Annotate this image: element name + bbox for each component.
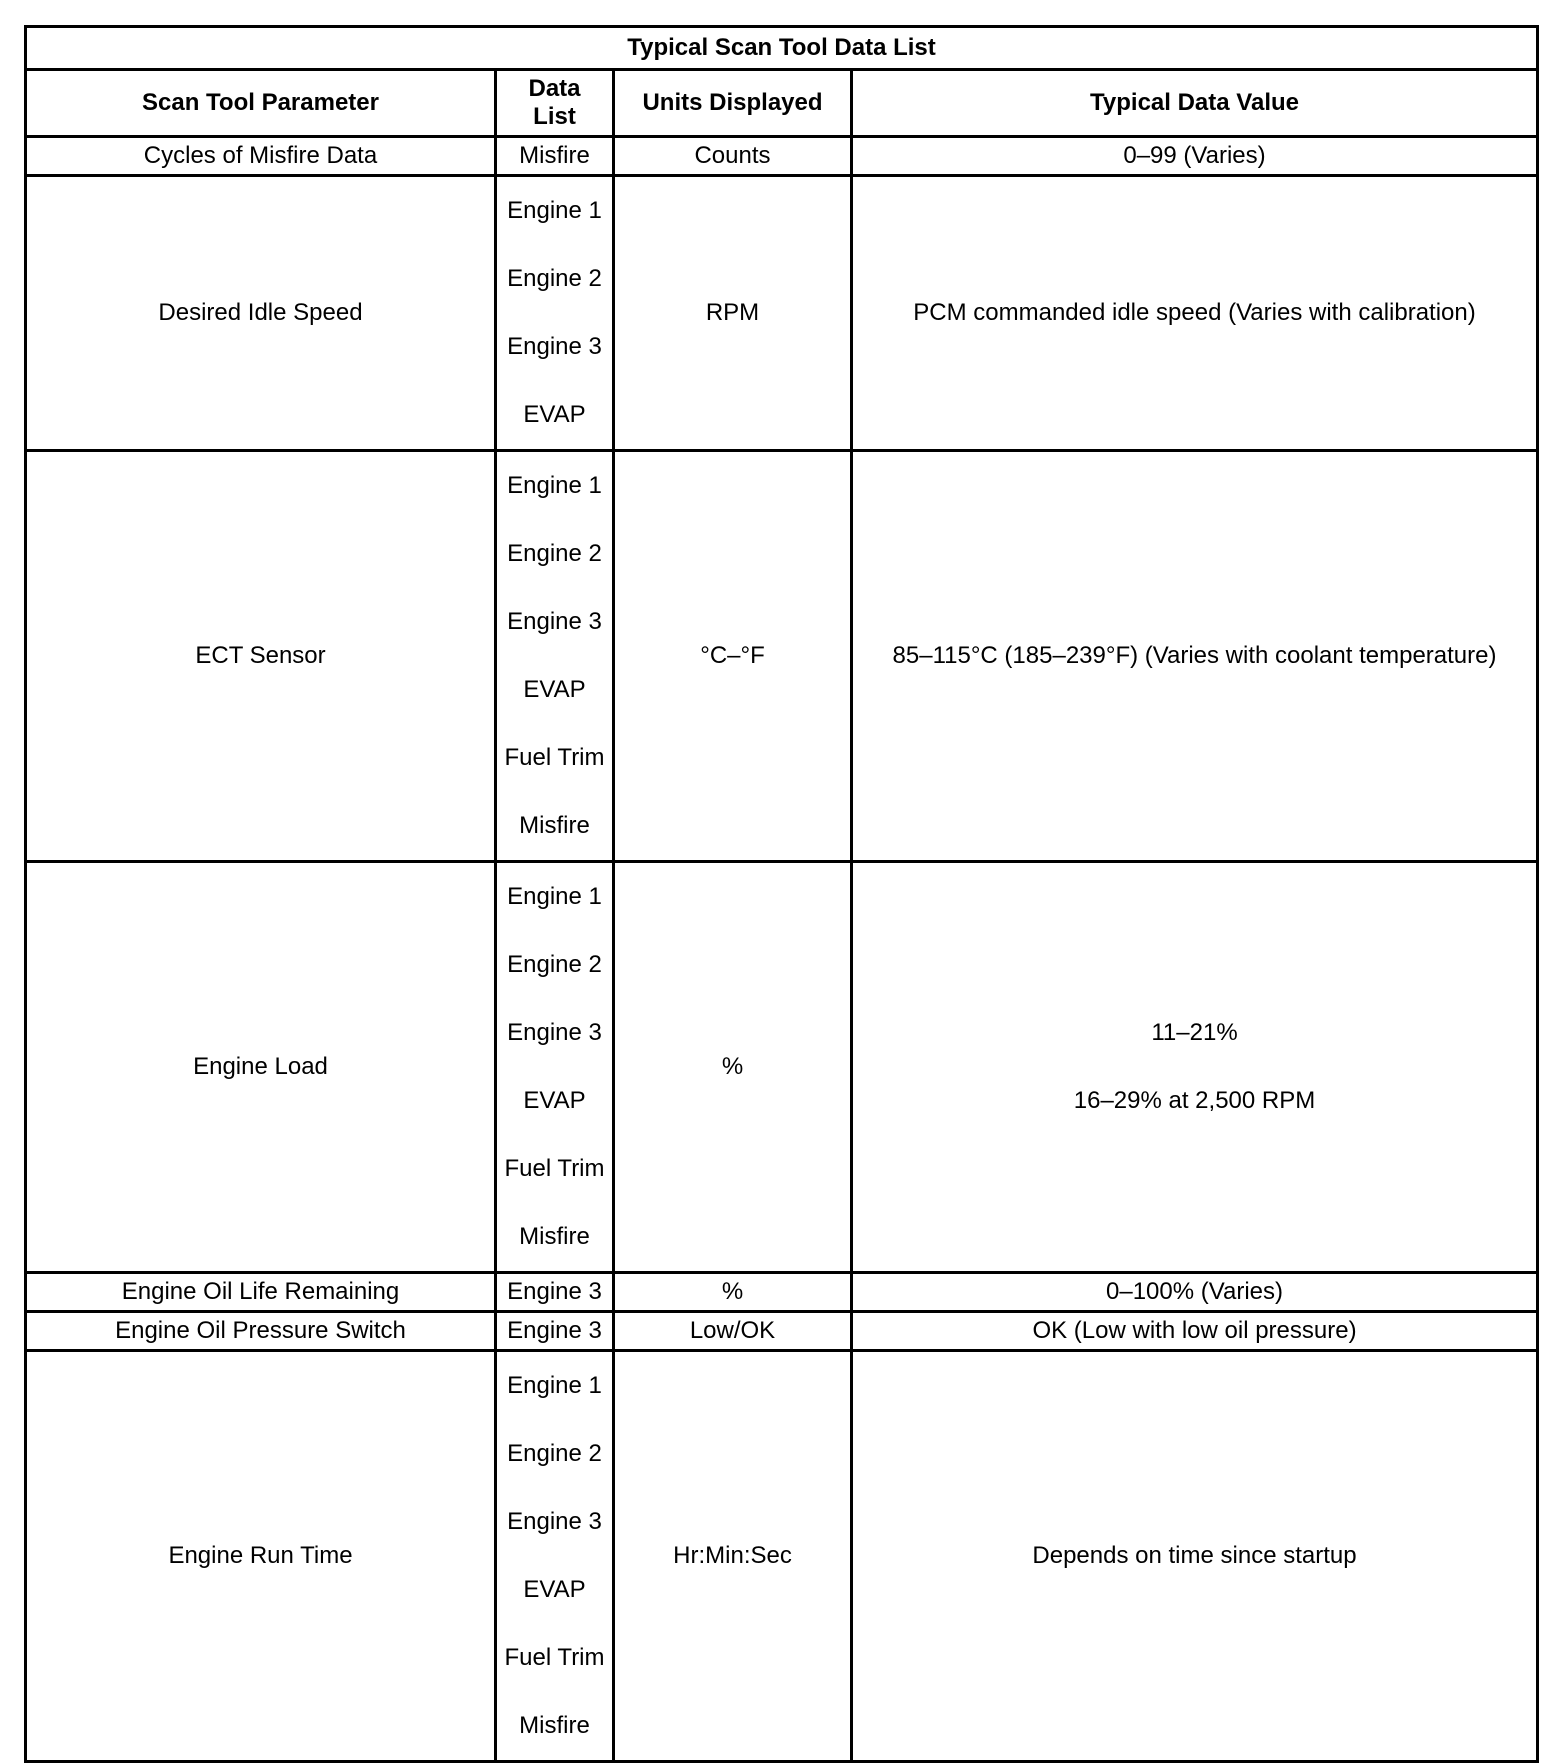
typical-value-line: 0–99 (Varies): [1123, 142, 1266, 169]
data-list-item: [497, 177, 612, 245]
data-list-item: [497, 520, 612, 588]
typical-value-line: Depends on time since startup: [1032, 1542, 1357, 1569]
cell-typical-value: [852, 1312, 1538, 1351]
scan-tool-data-table-page: [24, 25, 1536, 1763]
data-list-item-label: EVAP: [523, 1087, 586, 1114]
table-row: [26, 1273, 1538, 1312]
cell-units: %: [614, 862, 852, 1273]
data-list-item: [497, 1420, 612, 1488]
table-row: [26, 451, 1538, 862]
cell-parameter: Engine Run Time: [26, 1351, 496, 1762]
header-parameter: Scan Tool Parameter: [26, 70, 496, 137]
typical-value-line: 16–29% at 2,500 RPM: [1073, 1087, 1316, 1114]
data-list-item-label: Engine 3: [507, 1508, 602, 1535]
cell-typical-value: [852, 451, 1538, 862]
data-list-item: [497, 1556, 612, 1624]
typical-value-line: 0–100% (Varies): [1106, 1278, 1283, 1305]
table-body: [26, 137, 1538, 1762]
data-list-item-label: Engine 3: [507, 608, 602, 635]
table-row: [26, 137, 1538, 176]
cell-data-list: [496, 1351, 614, 1762]
data-list-item-label: EVAP: [523, 401, 586, 428]
cell-typical-value: [852, 137, 1538, 176]
cell-data-list: [496, 176, 614, 451]
data-list-item: [497, 452, 612, 520]
data-list-item: [497, 1067, 612, 1135]
cell-typical-value: [852, 1351, 1538, 1762]
data-list-item-label: EVAP: [523, 1576, 586, 1603]
data-list-item-label: Engine 1: [507, 197, 602, 224]
data-list-item-label: Engine 2: [507, 1440, 602, 1467]
data-list-item-label: Engine 3: [507, 1019, 602, 1046]
cell-typical-value: [852, 176, 1538, 451]
header-data-list: Data List: [496, 70, 614, 137]
typical-value-line: 11–21%: [1151, 1019, 1238, 1046]
data-list-item-label: Engine 2: [507, 540, 602, 567]
data-list-item-label: EVAP: [523, 676, 586, 703]
data-list-item-label: Engine 3: [507, 333, 602, 360]
cell-units: Low/OK: [614, 1312, 852, 1351]
table-row: [26, 862, 1538, 1273]
cell-parameter: Engine Oil Life Remaining: [26, 1273, 496, 1312]
data-list-item: [497, 724, 612, 792]
data-list-item: [497, 863, 612, 931]
cell-parameter: Desired Idle Speed: [26, 176, 496, 451]
header-units: Units Displayed: [614, 70, 852, 137]
data-list-item: [497, 931, 612, 999]
cell-parameter: Engine Load: [26, 862, 496, 1273]
cell-units: Counts: [614, 137, 852, 176]
data-list-item: [497, 999, 612, 1067]
data-list-item-label: Engine 1: [507, 883, 602, 910]
data-list-item-label: Misfire: [519, 1223, 590, 1250]
cell-data-list: [496, 451, 614, 862]
table-row: [26, 176, 1538, 451]
typical-value-line: 85–115°C (185–239°F) (Varies with coolant temperature): [892, 642, 1497, 669]
cell-units: RPM: [614, 176, 852, 451]
data-list-item: [497, 588, 612, 656]
data-list-item: [497, 1624, 612, 1692]
header-value: Typical Data Value: [852, 70, 1538, 137]
data-list-item-label: Engine 2: [507, 265, 602, 292]
data-list-item-label: Engine 1: [507, 472, 602, 499]
cell-data-list: [496, 862, 614, 1273]
table-row: [26, 1351, 1538, 1762]
data-list-item-label: Engine 1: [507, 1372, 602, 1399]
data-list-item-label: Misfire: [519, 812, 590, 839]
data-list-item: [497, 792, 612, 860]
data-list-item: [497, 1203, 612, 1271]
data-list-item-label: Fuel Trim: [504, 1644, 605, 1671]
cell-data-list: Engine 3: [496, 1273, 614, 1312]
cell-data-list: Misfire: [496, 137, 614, 176]
typical-value-line: PCM commanded idle speed (Varies with calibration): [913, 299, 1476, 326]
cell-typical-value: [852, 862, 1538, 1273]
cell-parameter: ECT Sensor: [26, 451, 496, 862]
data-list-item-label: Fuel Trim: [504, 744, 605, 771]
cell-data-list: Engine 3: [496, 1312, 614, 1351]
cell-units: Hr:Min:Sec: [614, 1351, 852, 1762]
data-list-item-label: Engine 2: [507, 951, 602, 978]
cell-parameter: Cycles of Misfire Data: [26, 137, 496, 176]
data-list-item: [497, 1135, 612, 1203]
data-list-item: [497, 1692, 612, 1760]
data-list-item-label: Fuel Trim: [504, 1155, 605, 1182]
cell-typical-value: [852, 1273, 1538, 1312]
data-list-item: [497, 1488, 612, 1556]
data-list-item-label: Misfire: [519, 1712, 590, 1739]
scan-tool-data-table: [24, 25, 1539, 1763]
table-title: Typical Scan Tool Data List: [26, 27, 1538, 70]
cell-parameter: Engine Oil Pressure Switch: [26, 1312, 496, 1351]
typical-value-line: OK (Low with low oil pressure): [1032, 1317, 1357, 1344]
cell-units: °C–°F: [614, 451, 852, 862]
table-row: [26, 1312, 1538, 1351]
data-list-item: [497, 1352, 612, 1420]
data-list-item: [497, 245, 612, 313]
data-list-item: [497, 656, 612, 724]
cell-units: %: [614, 1273, 852, 1312]
data-list-item: [497, 381, 612, 449]
data-list-item: [497, 313, 612, 381]
